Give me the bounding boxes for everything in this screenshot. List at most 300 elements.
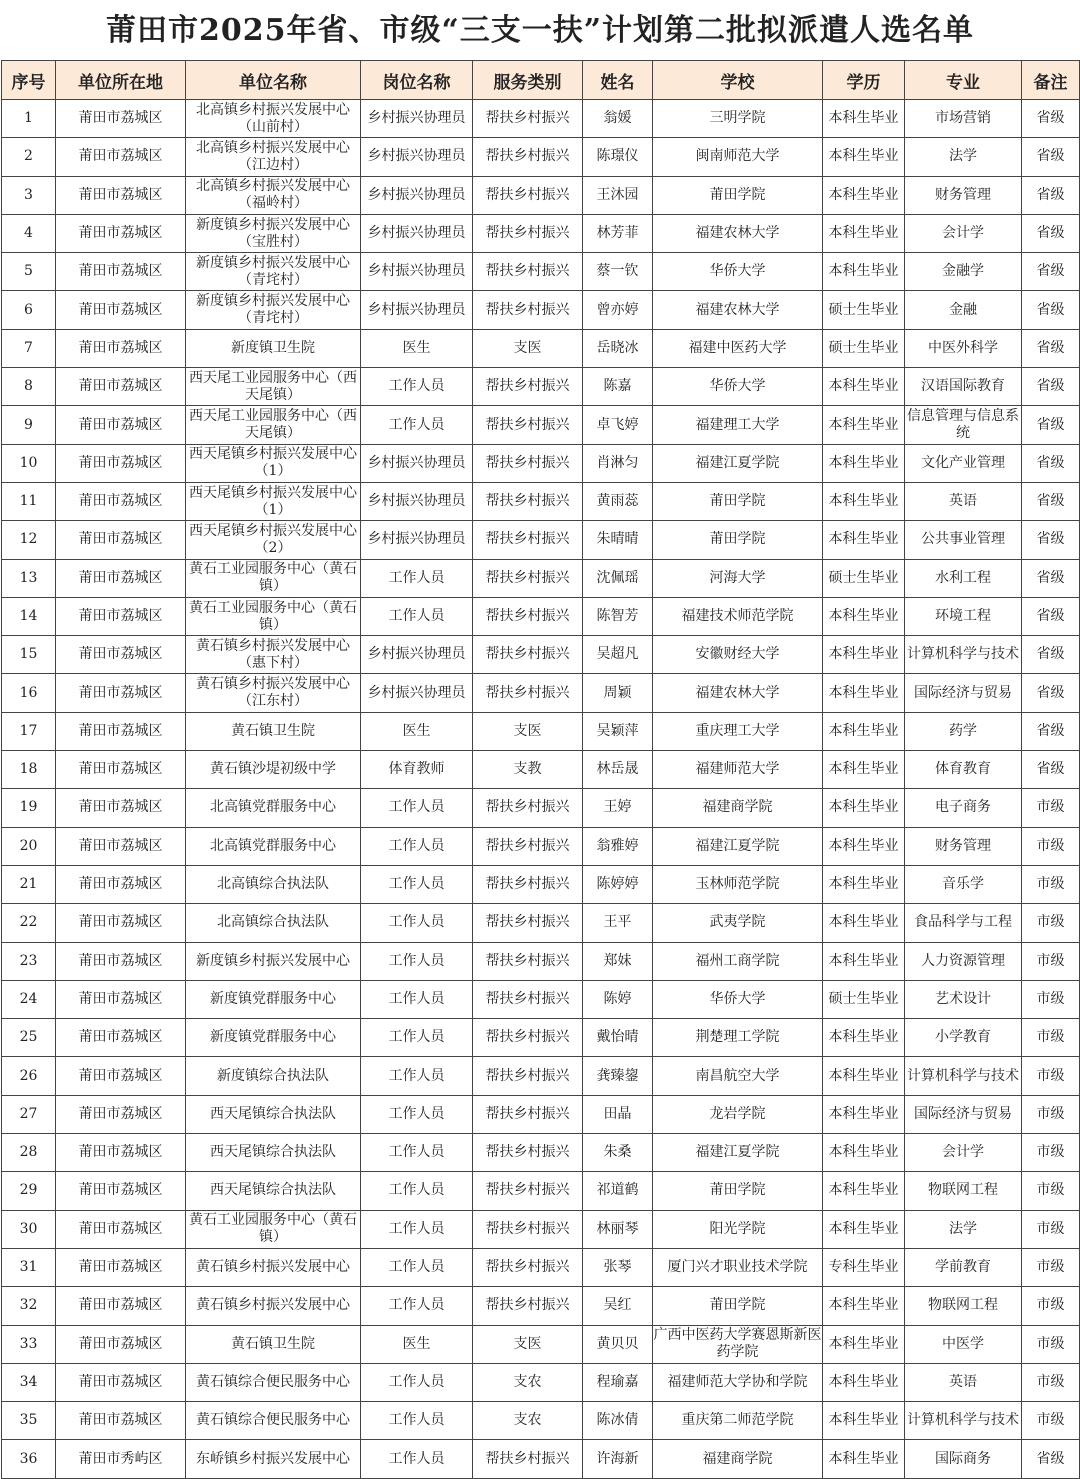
table-row <box>2 368 1080 406</box>
cell-unit: 东峤镇乡村振兴发展中心 <box>186 1440 361 1478</box>
cell-location: 莆田市荔城区 <box>56 827 186 865</box>
table-row <box>2 559 1080 597</box>
cell-service-type: 帮扶乡村振兴 <box>473 827 583 865</box>
cell-position: 工作人员 <box>361 1095 473 1133</box>
cell-school: 河海大学 <box>653 559 823 597</box>
cell-major: 环境工程 <box>905 597 1022 635</box>
cell-location: 莆田市荔城区 <box>56 597 186 635</box>
cell-unit: 黄石镇卫生院 <box>186 1325 361 1363</box>
cell-service-type: 支医 <box>473 329 583 367</box>
cell-school: 莆田学院 <box>653 482 823 520</box>
cell-unit: 新度镇乡村振兴发展中心（青垞村） <box>186 291 361 329</box>
table-row <box>2 1440 1080 1478</box>
cell-remark: 省级 <box>1022 291 1080 329</box>
cell-index: 24 <box>2 980 56 1018</box>
cell-remark: 省级 <box>1022 329 1080 367</box>
cell-location: 莆田市荔城区 <box>56 368 186 406</box>
cell-unit: 北高镇党群服务中心 <box>186 827 361 865</box>
cell-location: 莆田市荔城区 <box>56 406 186 444</box>
cell-school: 福州工商学院 <box>653 942 823 980</box>
header-row <box>2 61 1080 100</box>
cell-service-type: 帮扶乡村振兴 <box>473 904 583 942</box>
cell-remark: 市级 <box>1022 1057 1080 1095</box>
cell-index: 8 <box>2 368 56 406</box>
cell-service-type: 支医 <box>473 1325 583 1363</box>
cell-school: 龙岩学院 <box>653 1095 823 1133</box>
col-header-service-type: 服务类别 <box>473 61 583 100</box>
cell-position: 医生 <box>361 712 473 750</box>
table-row <box>2 1402 1080 1440</box>
cell-service-type: 帮扶乡村振兴 <box>473 865 583 903</box>
cell-education: 本科生毕业 <box>823 789 905 827</box>
cell-position: 医生 <box>361 1325 473 1363</box>
table-row <box>2 176 1080 214</box>
cell-name: 吴红 <box>583 1287 653 1325</box>
cell-service-type: 帮扶乡村振兴 <box>473 521 583 559</box>
col-header-index: 序号 <box>2 61 56 100</box>
cell-name: 肖淋匀 <box>583 444 653 482</box>
cell-name: 蔡一钦 <box>583 253 653 291</box>
cell-location: 莆田市荔城区 <box>56 138 186 176</box>
cell-school: 福建商学院 <box>653 789 823 827</box>
cell-unit: 西天尾镇乡村振兴发展中心（1） <box>186 482 361 520</box>
table-row <box>2 253 1080 291</box>
cell-position: 医生 <box>361 329 473 367</box>
cell-remark: 市级 <box>1022 1134 1080 1172</box>
cell-school: 福建农林大学 <box>653 214 823 252</box>
cell-service-type: 帮扶乡村振兴 <box>473 444 583 482</box>
cell-position: 乡村振兴协理员 <box>361 176 473 214</box>
cell-location: 莆田市荔城区 <box>56 980 186 1018</box>
cell-name: 吴超凡 <box>583 636 653 674</box>
cell-index: 12 <box>2 521 56 559</box>
cell-school: 南昌航空大学 <box>653 1057 823 1095</box>
cell-unit: 西天尾镇乡村振兴发展中心（2） <box>186 521 361 559</box>
cell-position: 工作人员 <box>361 980 473 1018</box>
cell-education: 本科生毕业 <box>823 674 905 712</box>
cell-name: 陈智芳 <box>583 597 653 635</box>
cell-education: 本科生毕业 <box>823 100 905 138</box>
cell-education: 硕士生毕业 <box>823 980 905 1018</box>
cell-index: 19 <box>2 789 56 827</box>
cell-major: 法学 <box>905 1210 1022 1248</box>
table-row <box>2 980 1080 1018</box>
cell-name: 林丽琴 <box>583 1210 653 1248</box>
cell-major: 会计学 <box>905 1134 1022 1172</box>
candidate-table <box>1 60 1080 1479</box>
cell-location: 莆田市荔城区 <box>56 559 186 597</box>
cell-major: 金融学 <box>905 253 1022 291</box>
cell-location: 莆田市荔城区 <box>56 904 186 942</box>
cell-education: 本科生毕业 <box>823 1363 905 1401</box>
cell-index: 5 <box>2 253 56 291</box>
cell-index: 6 <box>2 291 56 329</box>
cell-school: 广西中医药大学赛恩斯新医药学院 <box>653 1325 823 1363</box>
cell-service-type: 帮扶乡村振兴 <box>473 291 583 329</box>
cell-location: 莆田市荔城区 <box>56 329 186 367</box>
cell-index: 7 <box>2 329 56 367</box>
table-row <box>2 1363 1080 1401</box>
cell-location: 莆田市荔城区 <box>56 674 186 712</box>
cell-name: 王平 <box>583 904 653 942</box>
table-row <box>2 751 1080 789</box>
cell-school: 三明学院 <box>653 100 823 138</box>
cell-remark: 省级 <box>1022 406 1080 444</box>
table-row <box>2 521 1080 559</box>
table-row <box>2 1095 1080 1133</box>
cell-service-type: 帮扶乡村振兴 <box>473 1057 583 1095</box>
cell-index: 16 <box>2 674 56 712</box>
cell-remark: 省级 <box>1022 138 1080 176</box>
cell-education: 本科生毕业 <box>823 1057 905 1095</box>
cell-position: 工作人员 <box>361 904 473 942</box>
cell-index: 26 <box>2 1057 56 1095</box>
cell-major: 财务管理 <box>905 827 1022 865</box>
cell-location: 莆田市荔城区 <box>56 100 186 138</box>
cell-name: 沈佩瑶 <box>583 559 653 597</box>
cell-major: 中医外科学 <box>905 329 1022 367</box>
cell-remark: 省级 <box>1022 751 1080 789</box>
cell-name: 陈婷 <box>583 980 653 1018</box>
cell-education: 本科生毕业 <box>823 1325 905 1363</box>
cell-name: 陈嘉 <box>583 368 653 406</box>
cell-unit: 西天尾镇综合执法队 <box>186 1134 361 1172</box>
cell-service-type: 帮扶乡村振兴 <box>473 368 583 406</box>
cell-remark: 市级 <box>1022 1287 1080 1325</box>
cell-unit: 北高镇乡村振兴发展中心（江边村） <box>186 138 361 176</box>
table-row <box>2 1210 1080 1248</box>
cell-position: 乡村振兴协理员 <box>361 674 473 712</box>
cell-education: 本科生毕业 <box>823 1134 905 1172</box>
cell-index: 21 <box>2 865 56 903</box>
cell-unit: 新度镇卫生院 <box>186 329 361 367</box>
cell-school: 玉林师范学院 <box>653 865 823 903</box>
cell-service-type: 帮扶乡村振兴 <box>473 789 583 827</box>
cell-major: 国际经济与贸易 <box>905 674 1022 712</box>
cell-service-type: 帮扶乡村振兴 <box>473 1287 583 1325</box>
col-header-education: 学历 <box>823 61 905 100</box>
cell-major: 英语 <box>905 1363 1022 1401</box>
cell-index: 31 <box>2 1248 56 1286</box>
cell-service-type: 帮扶乡村振兴 <box>473 482 583 520</box>
cell-name: 岳晓冰 <box>583 329 653 367</box>
cell-school: 重庆理工大学 <box>653 712 823 750</box>
cell-position: 工作人员 <box>361 559 473 597</box>
cell-major: 金融 <box>905 291 1022 329</box>
cell-unit: 西天尾工业园服务中心（西天尾镇） <box>186 368 361 406</box>
cell-school: 武夷学院 <box>653 904 823 942</box>
table-row <box>2 827 1080 865</box>
cell-name: 王婷 <box>583 789 653 827</box>
cell-service-type: 帮扶乡村振兴 <box>473 1134 583 1172</box>
cell-location: 莆田市荔城区 <box>56 482 186 520</box>
cell-major: 小学教育 <box>905 1019 1022 1057</box>
cell-school: 莆田学院 <box>653 521 823 559</box>
cell-position: 工作人员 <box>361 865 473 903</box>
cell-position: 乡村振兴协理员 <box>361 100 473 138</box>
cell-index: 23 <box>2 942 56 980</box>
table-row <box>2 865 1080 903</box>
cell-position: 工作人员 <box>361 789 473 827</box>
cell-education: 本科生毕业 <box>823 904 905 942</box>
cell-remark: 省级 <box>1022 636 1080 674</box>
cell-remark: 市级 <box>1022 827 1080 865</box>
cell-position: 乡村振兴协理员 <box>361 636 473 674</box>
cell-education: 本科生毕业 <box>823 482 905 520</box>
cell-school: 福建农林大学 <box>653 674 823 712</box>
cell-position: 工作人员 <box>361 1287 473 1325</box>
table-row <box>2 444 1080 482</box>
cell-remark: 省级 <box>1022 176 1080 214</box>
cell-remark: 市级 <box>1022 865 1080 903</box>
cell-position: 工作人员 <box>361 942 473 980</box>
cell-education: 本科生毕业 <box>823 253 905 291</box>
table-row <box>2 942 1080 980</box>
cell-school: 闽南师范大学 <box>653 138 823 176</box>
cell-unit: 西天尾工业园服务中心（西天尾镇） <box>186 406 361 444</box>
cell-remark: 省级 <box>1022 444 1080 482</box>
cell-remark: 省级 <box>1022 559 1080 597</box>
cell-location: 莆田市荔城区 <box>56 751 186 789</box>
cell-education: 本科生毕业 <box>823 1402 905 1440</box>
cell-name: 程瑜嘉 <box>583 1363 653 1401</box>
cell-service-type: 支医 <box>473 712 583 750</box>
cell-name: 周颖 <box>583 674 653 712</box>
cell-location: 莆田市荔城区 <box>56 1363 186 1401</box>
cell-name: 戴怡晴 <box>583 1019 653 1057</box>
table-row <box>2 674 1080 712</box>
cell-position: 乡村振兴协理员 <box>361 214 473 252</box>
cell-position: 工作人员 <box>361 368 473 406</box>
cell-unit: 新度镇党群服务中心 <box>186 980 361 1018</box>
cell-position: 工作人员 <box>361 1134 473 1172</box>
cell-school: 重庆第二师范学院 <box>653 1402 823 1440</box>
col-header-remark: 备注 <box>1022 61 1080 100</box>
cell-remark: 省级 <box>1022 482 1080 520</box>
cell-service-type: 帮扶乡村振兴 <box>473 406 583 444</box>
cell-index: 13 <box>2 559 56 597</box>
table-row <box>2 597 1080 635</box>
cell-school: 福建农林大学 <box>653 291 823 329</box>
cell-remark: 省级 <box>1022 253 1080 291</box>
cell-education: 本科生毕业 <box>823 1287 905 1325</box>
cell-unit: 黄石镇乡村振兴发展中心（惠下村） <box>186 636 361 674</box>
cell-unit: 黄石镇乡村振兴发展中心（江东村） <box>186 674 361 712</box>
cell-name: 龚臻鋆 <box>583 1057 653 1095</box>
cell-major: 中医学 <box>905 1325 1022 1363</box>
cell-remark: 省级 <box>1022 368 1080 406</box>
cell-school: 荆楚理工学院 <box>653 1019 823 1057</box>
table-row <box>2 904 1080 942</box>
cell-school: 福建理工大学 <box>653 406 823 444</box>
cell-index: 15 <box>2 636 56 674</box>
cell-index: 11 <box>2 482 56 520</box>
cell-school: 厦门兴才职业技术学院 <box>653 1248 823 1286</box>
cell-unit: 新度镇综合执法队 <box>186 1057 361 1095</box>
cell-unit: 黄石工业园服务中心（黄石镇） <box>186 597 361 635</box>
cell-remark: 市级 <box>1022 1402 1080 1440</box>
cell-service-type: 帮扶乡村振兴 <box>473 1095 583 1133</box>
cell-position: 乡村振兴协理员 <box>361 138 473 176</box>
cell-index: 4 <box>2 214 56 252</box>
cell-name: 朱晴晴 <box>583 521 653 559</box>
cell-service-type: 帮扶乡村振兴 <box>473 1019 583 1057</box>
cell-major: 国际商务 <box>905 1440 1022 1478</box>
cell-major: 电子商务 <box>905 789 1022 827</box>
cell-unit: 北高镇综合执法队 <box>186 865 361 903</box>
cell-major: 信息管理与信息系统 <box>905 406 1022 444</box>
cell-unit: 新度镇党群服务中心 <box>186 1019 361 1057</box>
cell-location: 莆田市荔城区 <box>56 1287 186 1325</box>
cell-index: 1 <box>2 100 56 138</box>
cell-education: 本科生毕业 <box>823 1019 905 1057</box>
cell-school: 莆田学院 <box>653 176 823 214</box>
cell-service-type: 帮扶乡村振兴 <box>473 253 583 291</box>
cell-name: 张琴 <box>583 1248 653 1286</box>
cell-index: 25 <box>2 1019 56 1057</box>
cell-education: 本科生毕业 <box>823 368 905 406</box>
cell-remark: 市级 <box>1022 1019 1080 1057</box>
cell-position: 乡村振兴协理员 <box>361 291 473 329</box>
cell-name: 田晶 <box>583 1095 653 1133</box>
cell-unit: 黄石镇综合便民服务中心 <box>186 1363 361 1401</box>
cell-location: 莆田市荔城区 <box>56 253 186 291</box>
cell-education: 本科生毕业 <box>823 444 905 482</box>
cell-position: 工作人员 <box>361 1248 473 1286</box>
cell-major: 英语 <box>905 482 1022 520</box>
cell-service-type: 支农 <box>473 1402 583 1440</box>
cell-location: 莆田市秀屿区 <box>56 1440 186 1478</box>
cell-remark: 市级 <box>1022 1363 1080 1401</box>
cell-index: 27 <box>2 1095 56 1133</box>
cell-location: 莆田市荔城区 <box>56 1325 186 1363</box>
cell-major: 计算机科学与技术 <box>905 636 1022 674</box>
cell-school: 华侨大学 <box>653 253 823 291</box>
cell-major: 公共事业管理 <box>905 521 1022 559</box>
cell-school: 华侨大学 <box>653 368 823 406</box>
cell-index: 36 <box>2 1440 56 1478</box>
cell-location: 莆田市荔城区 <box>56 789 186 827</box>
cell-name: 黄雨蕊 <box>583 482 653 520</box>
cell-index: 17 <box>2 712 56 750</box>
cell-position: 工作人员 <box>361 1057 473 1095</box>
table-row <box>2 138 1080 176</box>
cell-index: 2 <box>2 138 56 176</box>
cell-education: 本科生毕业 <box>823 176 905 214</box>
cell-service-type: 支教 <box>473 751 583 789</box>
table-row <box>2 1172 1080 1210</box>
cell-education: 专科生毕业 <box>823 1248 905 1286</box>
table-row <box>2 100 1080 138</box>
col-header-position: 岗位名称 <box>361 61 473 100</box>
table-row <box>2 406 1080 444</box>
cell-remark: 市级 <box>1022 942 1080 980</box>
table-row <box>2 291 1080 329</box>
cell-location: 莆田市荔城区 <box>56 1134 186 1172</box>
cell-unit: 新度镇乡村振兴发展中心 <box>186 942 361 980</box>
cell-position: 工作人员 <box>361 1019 473 1057</box>
cell-index: 34 <box>2 1363 56 1401</box>
cell-remark: 省级 <box>1022 214 1080 252</box>
cell-unit: 北高镇乡村振兴发展中心（山前村） <box>186 100 361 138</box>
cell-major: 文化产业管理 <box>905 444 1022 482</box>
cell-index: 29 <box>2 1172 56 1210</box>
cell-major: 汉语国际教育 <box>905 368 1022 406</box>
cell-name: 曾亦婷 <box>583 291 653 329</box>
cell-service-type: 帮扶乡村振兴 <box>473 138 583 176</box>
cell-service-type: 帮扶乡村振兴 <box>473 176 583 214</box>
cell-service-type: 帮扶乡村振兴 <box>473 1440 583 1478</box>
cell-location: 莆田市荔城区 <box>56 176 186 214</box>
cell-remark: 市级 <box>1022 1172 1080 1210</box>
cell-name: 林芳菲 <box>583 214 653 252</box>
cell-school: 福建江夏学院 <box>653 1134 823 1172</box>
cell-education: 本科生毕业 <box>823 751 905 789</box>
cell-unit: 黄石镇乡村振兴发展中心 <box>186 1287 361 1325</box>
cell-unit: 黄石工业园服务中心（黄石镇） <box>186 559 361 597</box>
cell-name: 吴颖萍 <box>583 712 653 750</box>
cell-service-type: 帮扶乡村振兴 <box>473 636 583 674</box>
cell-service-type: 支农 <box>473 1363 583 1401</box>
cell-remark: 市级 <box>1022 980 1080 1018</box>
cell-major: 音乐学 <box>905 865 1022 903</box>
cell-position: 工作人员 <box>361 597 473 635</box>
cell-remark: 省级 <box>1022 597 1080 635</box>
cell-major: 法学 <box>905 138 1022 176</box>
cell-education: 本科生毕业 <box>823 1210 905 1248</box>
cell-location: 莆田市荔城区 <box>56 865 186 903</box>
cell-name: 祁道鹤 <box>583 1172 653 1210</box>
cell-index: 10 <box>2 444 56 482</box>
cell-education: 本科生毕业 <box>823 597 905 635</box>
cell-unit: 黄石工业园服务中心（黄石镇） <box>186 1210 361 1248</box>
cell-service-type: 帮扶乡村振兴 <box>473 1172 583 1210</box>
cell-position: 工作人员 <box>361 406 473 444</box>
cell-location: 莆田市荔城区 <box>56 521 186 559</box>
cell-service-type: 帮扶乡村振兴 <box>473 214 583 252</box>
table-row <box>2 1325 1080 1363</box>
cell-unit: 新度镇乡村振兴发展中心（青垞村） <box>186 253 361 291</box>
cell-position: 乡村振兴协理员 <box>361 444 473 482</box>
cell-name: 陈璟仪 <box>583 138 653 176</box>
cell-major: 艺术设计 <box>905 980 1022 1018</box>
cell-unit: 西天尾镇综合执法队 <box>186 1095 361 1133</box>
col-header-unit: 单位名称 <box>186 61 361 100</box>
cell-school: 福建江夏学院 <box>653 827 823 865</box>
table-row <box>2 214 1080 252</box>
cell-unit: 北高镇综合执法队 <box>186 904 361 942</box>
cell-index: 30 <box>2 1210 56 1248</box>
cell-index: 28 <box>2 1134 56 1172</box>
cell-unit: 北高镇党群服务中心 <box>186 789 361 827</box>
cell-education: 本科生毕业 <box>823 1095 905 1133</box>
cell-major: 会计学 <box>905 214 1022 252</box>
cell-unit: 黄石镇卫生院 <box>186 712 361 750</box>
cell-major: 水利工程 <box>905 559 1022 597</box>
cell-name: 郑妹 <box>583 942 653 980</box>
cell-index: 9 <box>2 406 56 444</box>
table-row <box>2 1019 1080 1057</box>
cell-index: 32 <box>2 1287 56 1325</box>
cell-name: 陈婷婷 <box>583 865 653 903</box>
cell-school: 福建商学院 <box>653 1440 823 1478</box>
cell-school: 安徽财经大学 <box>653 636 823 674</box>
cell-education: 本科生毕业 <box>823 636 905 674</box>
cell-education: 本科生毕业 <box>823 521 905 559</box>
cell-index: 33 <box>2 1325 56 1363</box>
cell-name: 林岳晟 <box>583 751 653 789</box>
cell-school: 福建中医药大学 <box>653 329 823 367</box>
